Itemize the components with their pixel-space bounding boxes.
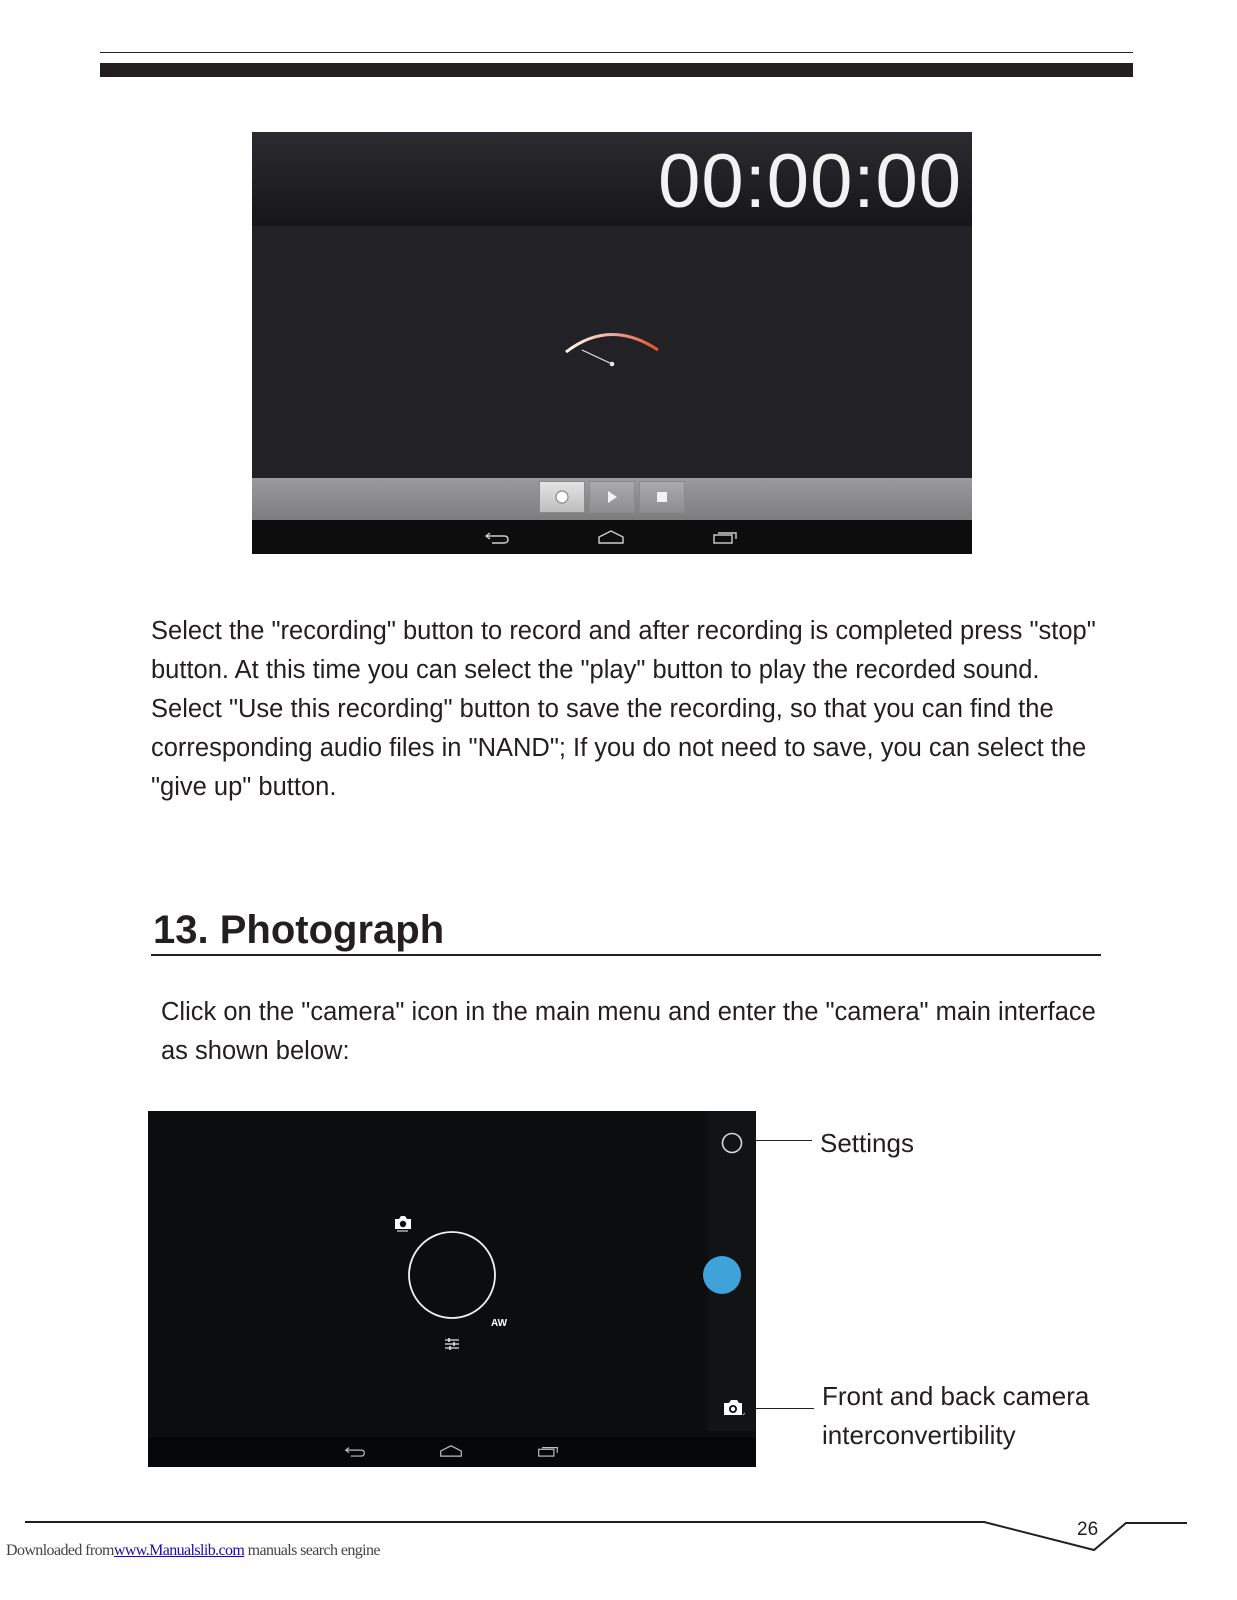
manualslib-link[interactable]: www.Manualslib.com xyxy=(113,1542,245,1559)
recent-apps-icon[interactable] xyxy=(712,529,738,545)
download-prefix: Downloaded from xyxy=(6,1542,114,1559)
header-rule-thin xyxy=(100,52,1133,53)
recording-instructions: Select the "recording" button to record and after recording is completed press "stop" button. At this time you can select the "play" button to play the recorded sound. Select "Use this recording" button to save the recording, so that you can find the corresponding audio files in "NAND"; If you do not need to save, you can select the "give up" button. xyxy=(151,617,1096,801)
level-meter-gauge xyxy=(560,322,670,372)
settings-callout-line xyxy=(756,1140,812,1141)
home-icon[interactable] xyxy=(439,1444,463,1458)
camera-switch-icon[interactable] xyxy=(721,1397,747,1419)
switch-callout-label-line2: interconvertibility xyxy=(822,1420,1016,1450)
recorder-screenshot xyxy=(252,132,972,554)
record-circle-icon xyxy=(554,489,570,505)
settings-callout-label: Settings xyxy=(820,1128,914,1158)
camera-instructions: Click on the "camera" icon in the main menu and enter the "camera" main interface as shown below: xyxy=(161,998,1096,1065)
section-heading: 13. Photograph xyxy=(153,908,445,952)
white-balance-icon[interactable]: AW xyxy=(491,1318,508,1329)
recorder-header xyxy=(252,132,972,226)
settings-icon[interactable] xyxy=(720,1131,744,1155)
android-nav-bar xyxy=(148,1437,756,1467)
stop-square-icon xyxy=(654,489,670,505)
shutter-button[interactable] xyxy=(702,1255,742,1295)
camera-flip-icon[interactable] xyxy=(392,1214,414,1234)
heading-underline xyxy=(151,954,1101,956)
play-triangle-icon xyxy=(604,489,620,505)
sliders-icon[interactable] xyxy=(443,1335,461,1353)
back-icon[interactable] xyxy=(344,1444,366,1458)
switch-callout-label-line1: Front and back camera xyxy=(822,1381,1090,1411)
stop-button[interactable] xyxy=(639,481,685,513)
download-credit xyxy=(6,1542,380,1560)
record-button[interactable] xyxy=(539,481,585,513)
recent-apps-icon[interactable] xyxy=(537,1444,559,1458)
back-icon[interactable] xyxy=(484,529,510,545)
page-number: 26 xyxy=(1077,1519,1099,1540)
play-button[interactable] xyxy=(589,481,635,513)
android-nav-bar xyxy=(252,520,972,554)
download-suffix: manuals search engine xyxy=(247,1542,380,1559)
home-icon[interactable] xyxy=(597,529,625,545)
footer-rule xyxy=(25,1521,985,1523)
recorder-timer: 00:00:00 xyxy=(658,139,962,224)
camera-screenshot xyxy=(148,1111,756,1467)
switch-callout-line xyxy=(756,1408,814,1409)
header-rule-thick xyxy=(100,63,1133,77)
